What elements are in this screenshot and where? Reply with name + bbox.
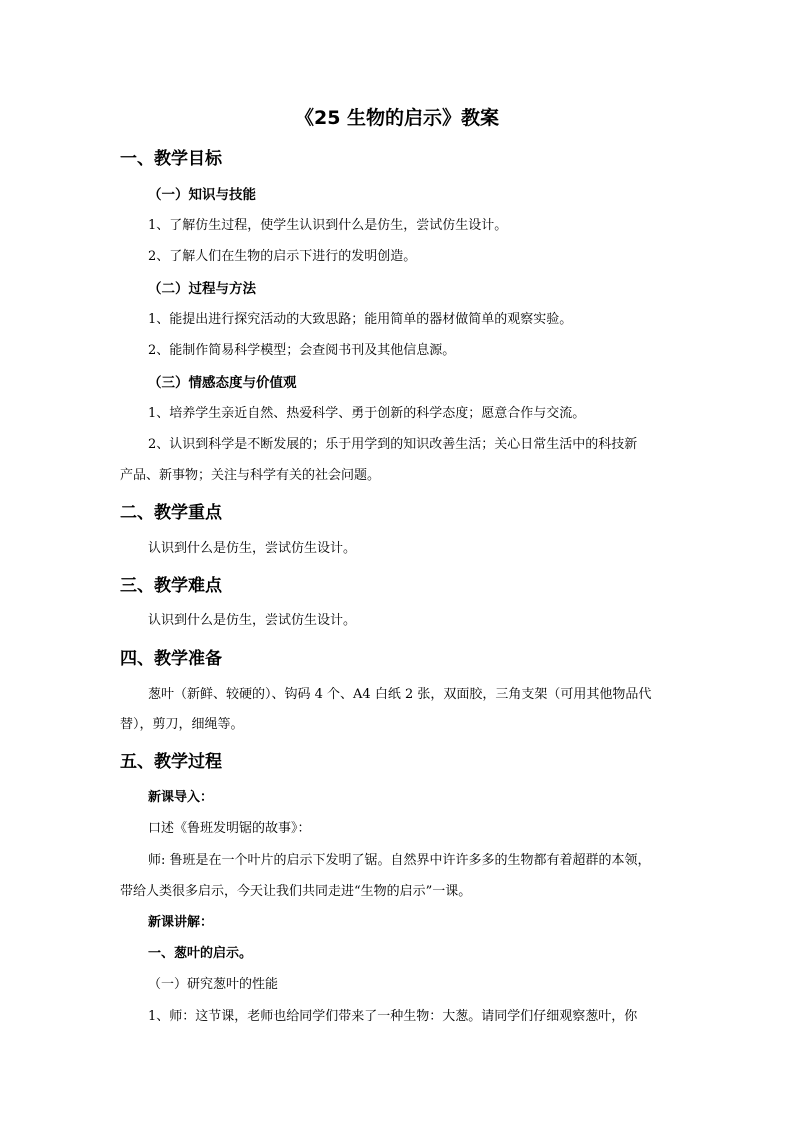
paragraph-continuation: 替），剪刀，细绳等。 <box>120 717 244 732</box>
paragraph-continuation: 产品、新事物；关注与科学有关的社会问题。 <box>120 468 381 483</box>
paragraph: 2、能制作简易科学模型；会查阅书刊及其他信息源。 <box>148 343 456 358</box>
paragraph: 口述《鲁班发明锯的故事》： <box>148 821 311 836</box>
section-heading-process: 五、教学过程 <box>120 752 222 772</box>
subheading-process-methods: （二）过程与方法 <box>148 281 256 297</box>
paragraph: 2、认识到科学是不断发展的；乐于用学到的知识改善生活；关心日常生活中的科技新 <box>148 437 638 452</box>
section-heading-preparation: 四、教学准备 <box>120 649 222 669</box>
subheading-attitudes-values: （三）情感态度与价值观 <box>148 375 297 391</box>
subheading-scallion-leaf: 一、葱叶的启示。 <box>148 946 253 961</box>
paragraph: 师: 鲁班是在一个叶片的启示下发明了锯。自然界中许许多多的生物都有着超群的本领， <box>148 853 651 868</box>
paragraph: 1、培养学生亲近自然、热爱科学、勇于创新的科学态度；愿意合作与交流。 <box>148 406 586 421</box>
paragraph: 1、能提出进行探究活动的大致思路；能用简单的器材做简单的观察实验。 <box>148 312 573 327</box>
subheading-knowledge-skills: （一）知识与技能 <box>148 187 256 203</box>
label-lecture: 新课讲解： <box>148 915 214 930</box>
label-intro: 新课导入： <box>148 790 214 805</box>
paragraph: 葱叶（新鲜、较硬的）、钩码 4 个、A4 白纸 2 张，双面胶，三角支架（可用其他物品代 <box>148 687 652 702</box>
document-title: 《25 生物的启示》教案 <box>294 107 500 129</box>
section-heading-objectives: 一、教学目标 <box>120 149 222 169</box>
paragraph-continuation: 带给人类很多启示，今天让我们共同走进“生物的启示”一课。 <box>120 884 472 899</box>
paragraph: （一）研究葱叶的性能 <box>148 977 279 992</box>
paragraph: 认识到什么是仿生，尝试仿生设计。 <box>148 613 357 628</box>
section-heading-key-points: 二、教学重点 <box>120 503 222 523</box>
paragraph: 认识到什么是仿生，尝试仿生设计。 <box>148 541 357 556</box>
paragraph: 1、师：这节课，老师也给同学们带来了一种生物：大葱。请同学们仔细观察葱叶，你 <box>148 1009 638 1024</box>
paragraph: 1、了解仿生过程，使学生认识到什么是仿生，尝试仿生设计。 <box>148 218 508 233</box>
section-heading-difficulties: 三、教学难点 <box>120 576 222 596</box>
paragraph: 2、了解人们在生物的启示下进行的发明创造。 <box>148 249 417 264</box>
